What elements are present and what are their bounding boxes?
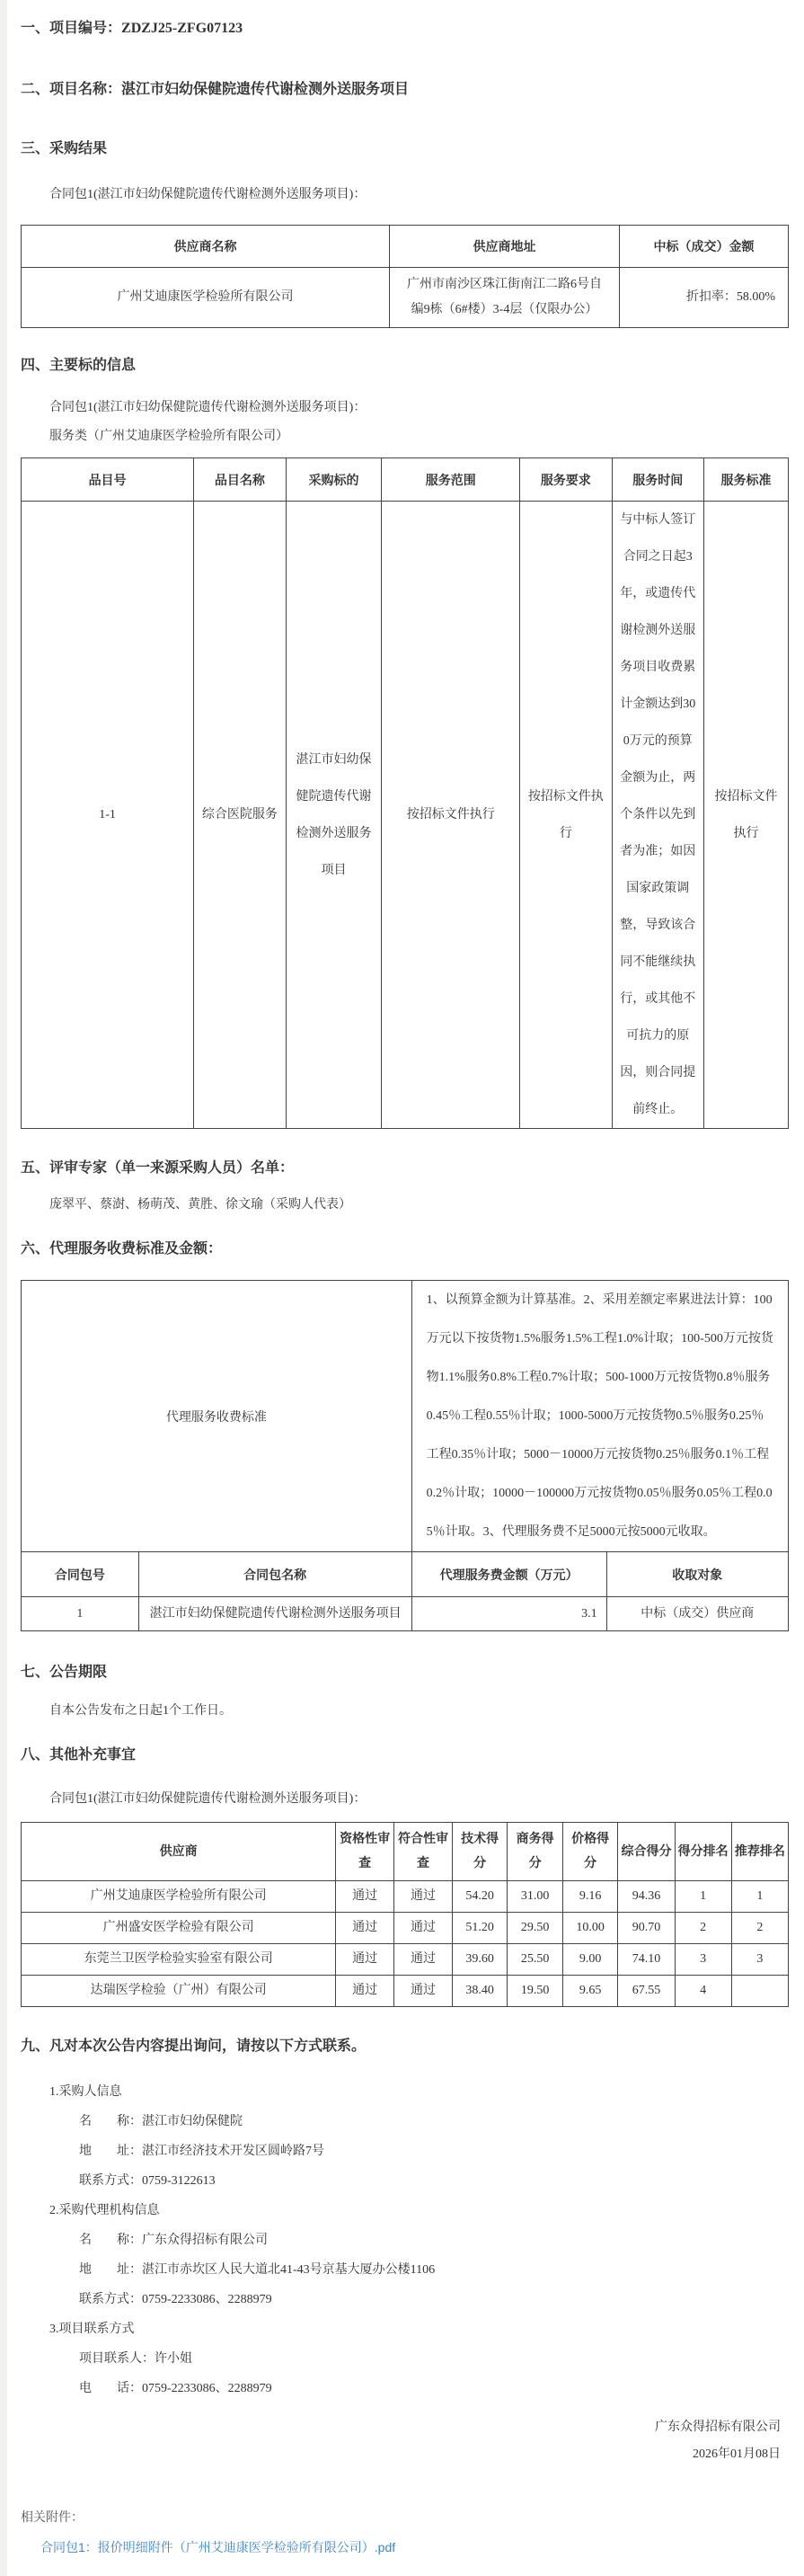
column-header-fee-payer: 收取对象 — [606, 1552, 788, 1597]
column-header-procurement-subject: 采购标的 — [286, 458, 382, 502]
fee-table-row — [22, 1597, 789, 1631]
announcement-document — [7, 0, 804, 2576]
column-header-price-score: 价格得分 — [562, 1823, 617, 1881]
cell-service-scope: 按招标文件执行 — [382, 502, 520, 1129]
purchaser-address-label: 地 址： — [79, 2145, 142, 2158]
project-contact-label: 项目联系人： — [79, 2352, 155, 2366]
cell-qualification: 通过 — [336, 1944, 394, 1976]
page-left-gutter — [0, 0, 7, 2576]
section-project-name — [21, 79, 796, 101]
cell-qualification: 通过 — [336, 1881, 394, 1913]
cell-supplier-name: 广州艾迪康医学检验所有限公司 — [22, 268, 390, 328]
cell-fee-payer: 中标（成交）供应商 — [606, 1597, 788, 1631]
cell-service-requirement: 按招标文件执行 — [520, 502, 612, 1129]
agency-fee-table — [21, 1280, 789, 1631]
result-table-header-row — [22, 226, 789, 268]
project-contact-title: 3.项目联系方式 — [49, 2323, 135, 2336]
cell-score-rank: 1 — [675, 1881, 731, 1913]
agency-name-value: 广东众得招标有限公司 — [142, 2234, 268, 2247]
cell-item-name: 综合医院服务 — [194, 502, 286, 1129]
cell-supplier: 达瑞医学检验（广州）有限公司 — [22, 1976, 336, 2007]
cell-service-time: 与中标人签订合同之日起3年，或遗传代谢检测外送服务项目收费累计金额达到300万元的预算金额为止，两个条件以先到者为准；如因国家政策调整，导致该合同不能继续执行，或其他不可抗力的原因，则合同提前终止。 — [612, 502, 703, 1129]
cell-business: 25.50 — [508, 1944, 562, 1976]
cell-recommend-rank — [731, 1976, 788, 2007]
purchaser-info-title: 1.采购人信息 — [49, 2085, 122, 2099]
score-table-row — [22, 1881, 789, 1913]
attachments-title: 相关附件： — [21, 2509, 84, 2524]
cell-package-no: 1 — [22, 1597, 139, 1631]
column-header-conformity-review: 符合性审查 — [394, 1823, 453, 1881]
project-phone-label: 电 话： — [79, 2382, 142, 2395]
column-header-business-score: 商务得分 — [508, 1823, 562, 1881]
subject-package-line: 合同包1(湛江市妇幼保健院遗传代谢检测外送服务项目)： — [49, 401, 367, 414]
cell-conformity: 通过 — [394, 1944, 453, 1976]
subject-table — [21, 457, 789, 1129]
project-contact-line — [79, 2344, 796, 2374]
cell-business: 29.50 — [508, 1913, 562, 1944]
score-table — [21, 1822, 789, 2007]
project-name-value: 湛江市妇幼保健院遗传代谢检测外送服务项目 — [121, 82, 410, 97]
project-number-label: 一、项目编号： — [21, 21, 122, 36]
fee-table-header-row — [22, 1552, 789, 1597]
project-number-value: ZDZJ25-ZFG07123 — [121, 21, 243, 36]
subject-table-row — [22, 502, 789, 1129]
agency-phone-value: 0759-2233086、2288979 — [142, 2293, 272, 2306]
project-contact-value: 许小姐 — [155, 2352, 192, 2366]
cell-total: 67.55 — [618, 1976, 675, 2007]
column-header-package-name: 合同包名称 — [138, 1552, 411, 1597]
result-package-line: 合同包1(湛江市妇幼保健院遗传代谢检测外送服务项目)： — [49, 188, 367, 201]
agency-name-label: 名 称： — [79, 2234, 142, 2247]
cell-total: 94.36 — [618, 1881, 675, 1913]
cell-supplier: 广州艾迪康医学检验所有限公司 — [22, 1881, 336, 1913]
signature-company: 广东众得招标有限公司 — [655, 2421, 781, 2434]
cell-technical: 54.20 — [452, 1881, 507, 1913]
column-header-supplier-address: 供应商地址 — [389, 226, 619, 268]
cell-price: 9.00 — [562, 1944, 617, 1976]
cell-score-rank: 3 — [675, 1944, 731, 1976]
cell-package-name: 湛江市妇幼保健院遗传代谢检测外送服务项目 — [138, 1597, 411, 1631]
agency-name-line — [79, 2225, 796, 2255]
cell-service-standard: 按招标文件执行 — [704, 502, 789, 1129]
column-header-item-no: 品目号 — [22, 458, 194, 502]
purchaser-name-label: 名 称： — [79, 2115, 142, 2128]
cell-score-rank: 2 — [675, 1913, 731, 1944]
column-header-package-no: 合同包号 — [22, 1552, 139, 1597]
purchaser-phone-line — [79, 2166, 796, 2196]
subject-table-header-row — [22, 458, 789, 502]
purchaser-name-line — [79, 2107, 796, 2136]
column-header-service-requirement: 服务要求 — [520, 458, 612, 502]
column-header-award-amount: 中标（成交）金额 — [620, 226, 789, 268]
column-header-service-standard: 服务标准 — [704, 458, 789, 502]
project-phone-line — [79, 2374, 796, 2403]
cell-price: 10.00 — [562, 1913, 617, 1944]
column-header-score-rank: 得分排名 — [675, 1823, 731, 1881]
cell-technical: 39.60 — [452, 1944, 507, 1976]
signature-date: 2026年01月08日 — [693, 2447, 781, 2461]
agency-info-title: 2.采购代理机构信息 — [49, 2204, 160, 2217]
cell-total: 90.70 — [618, 1913, 675, 1944]
section-result-title: 三、采购结果 — [21, 141, 108, 156]
supplement-package-line: 合同包1(湛江市妇幼保健院遗传代谢检测外送服务项目)： — [49, 1792, 367, 1806]
result-table-row — [22, 268, 789, 328]
section-project-number — [21, 18, 796, 40]
project-phone-value: 0759-2233086、2288979 — [142, 2382, 272, 2395]
section-supplement-title: 八、其他补充事宜 — [21, 1747, 137, 1763]
agency-phone-line — [79, 2285, 796, 2314]
notice-period-body: 自本公告发布之日起1个工作日。 — [49, 1704, 232, 1718]
column-header-qualification-review: 资格性审查 — [336, 1823, 394, 1881]
column-header-fee-amount: 代理服务费金额（万元） — [411, 1552, 606, 1597]
attachment-pdf-link[interactable]: 合同包1：报价明细附件（广州艾迪康医学检验所有限公司）.pdf — [40, 2540, 396, 2554]
cell-technical: 51.20 — [452, 1913, 507, 1944]
cell-qualification: 通过 — [336, 1913, 394, 1944]
column-header-supplier-name: 供应商名称 — [22, 226, 390, 268]
cell-item-no: 1-1 — [22, 502, 194, 1129]
cell-business: 19.50 — [508, 1976, 562, 2007]
cell-recommend-rank: 2 — [731, 1913, 788, 1944]
section-contact-title: 九、凡对本次公告内容提出询问，请按以下方式联系。 — [21, 2039, 367, 2054]
section-experts-title: 五、评审专家（单一来源采购人员）名单： — [21, 1160, 295, 1176]
column-header-recommend-rank: 推荐排名 — [731, 1823, 788, 1881]
cell-business: 31.00 — [508, 1881, 562, 1913]
score-table-row — [22, 1913, 789, 1944]
cell-technical: 38.40 — [452, 1976, 507, 2007]
score-table-header-row — [22, 1823, 789, 1881]
fee-standard-row — [22, 1281, 789, 1552]
agency-phone-label: 联系方式： — [79, 2293, 142, 2306]
score-table-row — [22, 1976, 789, 2007]
column-header-service-time: 服务时间 — [612, 458, 703, 502]
section-subject-title: 四、主要标的信息 — [21, 358, 137, 373]
cell-conformity: 通过 — [394, 1881, 453, 1913]
cell-recommend-rank: 1 — [731, 1881, 788, 1913]
cell-total: 74.10 — [618, 1944, 675, 1976]
purchaser-phone-label: 联系方式： — [79, 2174, 142, 2188]
cell-supplier-address: 广州市南沙区珠江街南江二路6号自编9栋（6#楼）3-4层（仅限办公） — [389, 268, 619, 328]
result-table — [21, 225, 789, 328]
cell-procurement-subject: 湛江市妇幼保健院遗传代谢检测外送服务项目 — [286, 502, 382, 1129]
column-header-total-score: 综合得分 — [618, 1823, 675, 1881]
purchaser-phone-value: 0759-3122613 — [142, 2174, 216, 2188]
cell-price: 9.65 — [562, 1976, 617, 2007]
attachments-section — [21, 2508, 796, 2556]
purchaser-name-value: 湛江市妇幼保健院 — [142, 2115, 243, 2128]
purchaser-address-line — [79, 2136, 796, 2166]
cell-qualification: 通过 — [336, 1976, 394, 2007]
purchaser-address-value: 湛江市经济技术开发区圆岭路7号 — [142, 2145, 324, 2158]
cell-conformity: 通过 — [394, 1976, 453, 2007]
experts-names: 庞翠平、蔡澍、杨萌茂、黄胜、徐文瑜（采购人代表） — [49, 1198, 351, 1212]
cell-price: 9.16 — [562, 1881, 617, 1913]
cell-conformity: 通过 — [394, 1913, 453, 1944]
agency-address-line — [79, 2255, 796, 2285]
agency-address-value: 湛江市赤坎区人民大道北41-43号京基大厦办公楼1106 — [142, 2263, 436, 2277]
score-table-row — [22, 1944, 789, 1976]
cell-supplier: 广州盛安医学检验有限公司 — [22, 1913, 336, 1944]
fee-standard-text: 1、以预算金额为计算基准。2、采用差额定率累进法计算：100万元以下按货物1.5%服务1.5%工程1.0%计取；100-500万元按货物1.1%服务0.8%工程0.7%计取；500-1000万元按货物0.8％服务0.45％工程0.55％计取；1000-5000万元按货物0.5％服务0.25％工程0.35％计取；5000－10000万元按货物0.25％服务0.1％工程0.2％计取；10000－100000万元按货物0.05％服务0.05％工程0.05％计取。3、代理服务费不足5000元按5000元收取。 — [411, 1281, 788, 1552]
column-header-item-name: 品目名称 — [194, 458, 286, 502]
fee-standard-label: 代理服务收费标准 — [22, 1281, 412, 1552]
column-header-technical-score: 技术得分 — [452, 1823, 507, 1881]
cell-supplier: 东莞兰卫医学检验实验室有限公司 — [22, 1944, 336, 1976]
cell-fee-amount: 3.1 — [411, 1597, 606, 1631]
section-agency-fee-title: 六、代理服务收费标准及金额： — [21, 1241, 223, 1257]
section-notice-period-title: 七、公告期限 — [21, 1665, 108, 1680]
cell-recommend-rank: 3 — [731, 1944, 788, 1976]
column-header-supplier: 供应商 — [22, 1823, 336, 1881]
project-name-label: 二、项目名称： — [21, 82, 122, 97]
contact-block — [21, 2077, 796, 2403]
agency-address-label: 地 址： — [79, 2263, 142, 2277]
cell-award-amount: 折扣率：58.00% — [620, 268, 789, 328]
column-header-service-scope: 服务范围 — [382, 458, 520, 502]
subject-category-line: 服务类（广州艾迪康医学检验所有限公司） — [49, 430, 288, 443]
cell-score-rank: 4 — [675, 1976, 731, 2007]
